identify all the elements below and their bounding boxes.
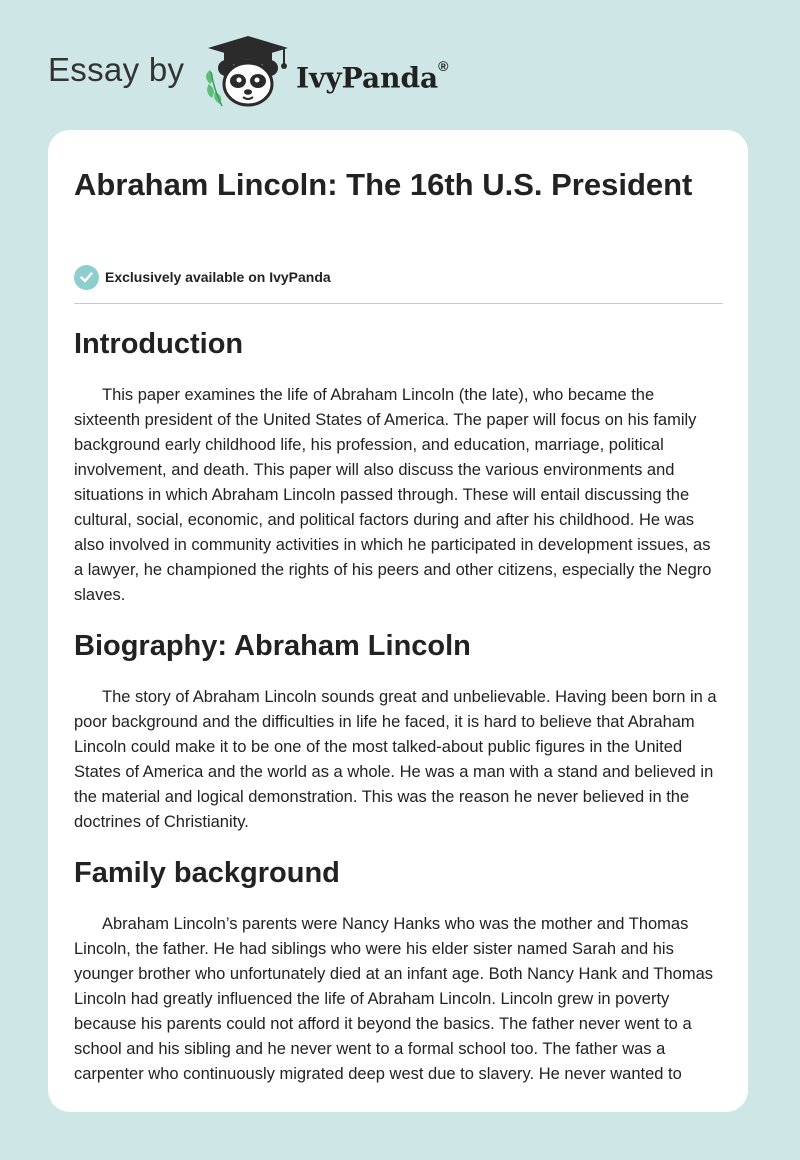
essay-card xyxy=(48,130,748,1112)
section-family-background xyxy=(74,855,724,1087)
section-heading: Biography: Abraham Lincoln xyxy=(74,630,471,662)
section-biography xyxy=(74,628,724,835)
essay-by-label: Essay by xyxy=(48,51,185,88)
site-header xyxy=(0,0,800,130)
registered-mark: ® xyxy=(438,58,449,74)
brand-name: IvyPanda xyxy=(296,61,439,95)
section-paragraph: This paper examines the life of Abraham Lincoln (the late), who became the sixteenth president of the United States of America. The paper will focus on his family background early childhood life, his profession, and education, marriage, political involvement, and death. This paper will also discuss the various environments and situations in which Abraham Lincoln passed through. These will entail discussing the cultural, social, economic, and political factors during and after his childhood. He was also involved in community activities in which he participated in development issues, as a lawyer, he championed the rights of his peers and other citizens, especially the Negro slaves. xyxy=(74,386,712,604)
exclusive-badge xyxy=(74,263,331,291)
section-paragraph: The story of Abraham Lincoln sounds great and unbelievable. Having been born in a poor background and the difficulties in life he faced, it is hard to believe that Abraham Lincoln could make it to be one of the most talked-about public figures in the United States of America and the world as a whole. He was a man with a stand and believed in the material and logical demonstration. This was the reason he never believed in the doctrines of Christianity. xyxy=(74,688,717,831)
section-heading: Family background xyxy=(74,857,340,889)
check-circle-icon xyxy=(74,265,99,290)
ivypanda-logo-icon[interactable] xyxy=(200,34,296,110)
divider xyxy=(74,303,723,304)
section-introduction xyxy=(74,326,724,608)
ivypanda-brand[interactable] xyxy=(296,52,449,98)
badge-label: Exclusively available on IvyPanda xyxy=(105,269,331,285)
essay-title: Abraham Lincoln: The 16th U.S. President xyxy=(74,167,693,202)
section-heading: Introduction xyxy=(74,328,244,360)
section-paragraph: Abraham Lincoln’s parents were Nancy Hanks who was the mother and Thomas Lincoln, the father. He had siblings who were his elder sister named Sarah and his younger brother who unfortunately died at an infant age. Both Nancy Hank and Thomas Lincoln had greatly influenced the life of Abraham Lincoln. Lincoln grew in poverty because his parents could not afford it beyond the basics. The father never went to a school and his sibling and he never went to a formal school too. The father was a carpenter who continuously migrated deep west due to slavery. He never wanted to xyxy=(74,915,714,1083)
